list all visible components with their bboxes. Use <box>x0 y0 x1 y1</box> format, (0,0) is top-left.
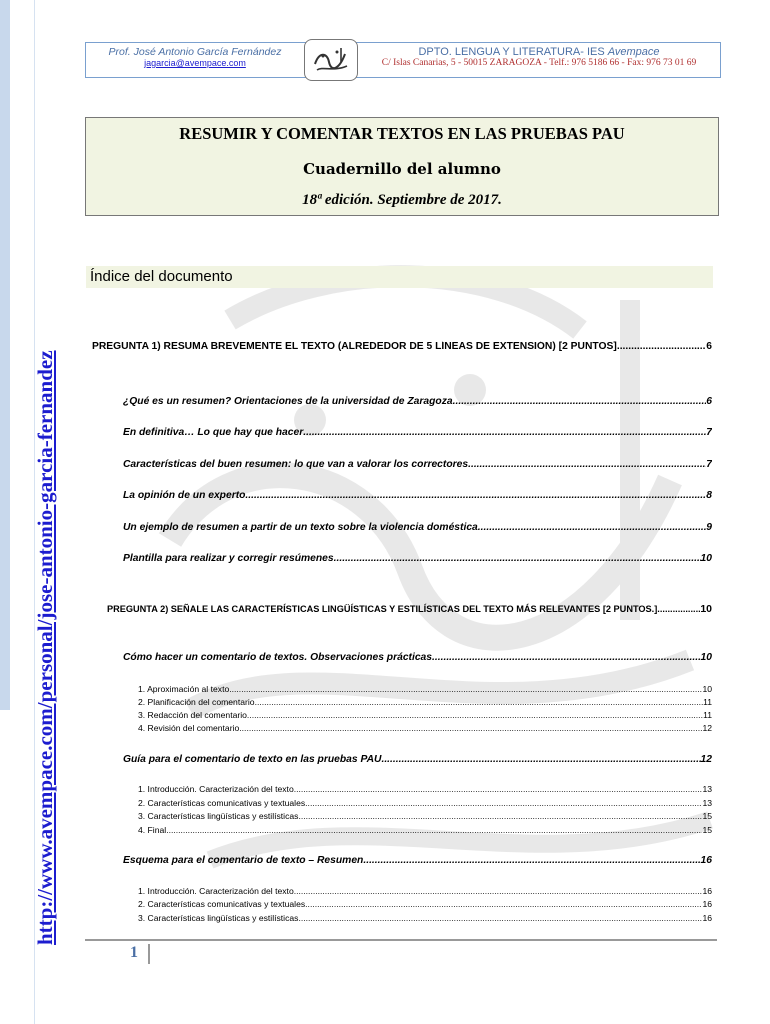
toc-entry[interactable]: 3. Características lingüísticas y estilísticas ..... 15 <box>138 811 712 821</box>
toc-entry[interactable]: Características del buen resumen: lo que van a valorar los correctores ..... 7 <box>123 459 712 470</box>
department-name: DPTO. LENGUA Y LITERATURA- IES Avempace <box>418 46 660 58</box>
page-header <box>85 42 721 78</box>
toc-entry[interactable]: 2. Características comunicativas y textuales ..... 13 <box>138 798 712 808</box>
school-address: C/ Islas Canarias, 5 - 50015 ZARAGOZA - Telf.: 976 5186 66 - Fax: 976 73 01 69 <box>381 58 697 68</box>
toc-entry[interactable]: 3. Redacción del comentario ..... 11 <box>138 710 712 720</box>
toc-entry[interactable]: Cómo hacer un comentario de textos. Observaciones prácticas. ..... 10 <box>123 652 712 663</box>
author-block <box>86 43 304 77</box>
toc-entry[interactable]: Plantilla para realizar y corregir resúmenes ..... 10 <box>123 553 712 564</box>
toc-entry[interactable]: 2. Características comunicativas y textuales ..... 16 <box>138 899 712 909</box>
toc-entry[interactable]: PREGUNTA 2) SEÑALE LAS CARACTERÍSTICAS LINGÜÍSTICAS Y ESTILÍSTICAS DEL TEXTO MÁS RELEVANTES [2 PUNTOS.] ..... 10 <box>107 603 712 615</box>
page-number: 1 <box>130 944 138 961</box>
left-color-bar <box>0 0 10 710</box>
author-email-link[interactable]: jagarcia@avempace.com <box>144 58 246 68</box>
footer-separator <box>148 944 150 964</box>
toc-entry[interactable]: 4. Revisión del comentario ..... 12 <box>138 723 712 733</box>
toc-entry[interactable]: Esquema para el comentario de texto – Resumen ..... 16 <box>123 855 712 866</box>
toc-entry[interactable]: En definitiva… Lo que hay que hacer ..... 7 <box>123 427 712 438</box>
footer-rule <box>85 939 717 941</box>
school-block <box>358 43 720 77</box>
index-heading: Índice del documento <box>86 266 713 288</box>
calligraphy-logo-icon <box>304 39 358 81</box>
document-subtitle: Cuadernillo del alumno <box>303 160 501 178</box>
author-name: Prof. José Antonio García Fernández <box>108 46 282 58</box>
toc-entry[interactable]: 2. Planificación del comentario ..... 11 <box>138 697 712 707</box>
toc-entry[interactable]: 4. Final ..... 15 <box>138 825 712 835</box>
document-title: RESUMIR Y COMENTAR TEXTOS EN LAS PRUEBAS PAU <box>179 124 625 143</box>
toc-entry[interactable]: La opinión de un experto ..... 8 <box>123 490 712 501</box>
toc-entry[interactable]: ¿Qué es un resumen? Orientaciones de la universidad de Zaragoza ..... 6 <box>123 396 712 407</box>
toc-entry[interactable]: PREGUNTA 1) RESUMA BREVEMENTE EL TEXTO (ALREDEDOR DE 5 LÍNEAS DE EXTENSIÓN) [2 PUNTOS] ..... 6 <box>92 341 712 352</box>
title-box <box>85 117 719 216</box>
toc-entry[interactable]: 3. Características lingüísticas y estilísticas ..... 16 <box>138 913 712 923</box>
website-link[interactable]: http://www.avempace.com/personal/jose-antonio-garcia-fernandez <box>33 350 57 945</box>
toc-entry[interactable]: 1. Aproximación al texto ..... 10 <box>138 684 712 694</box>
toc-entry[interactable]: Un ejemplo de resumen a partir de un texto sobre la violencia doméstica ..... 9 <box>123 522 712 533</box>
toc-entry[interactable]: Guía para el comentario de texto en las pruebas PAU ..... 12 <box>123 754 712 765</box>
toc-entry[interactable]: 1. Introducción. Caracterización del texto ..... 16 <box>138 886 712 896</box>
edition-line: 18ª edición. Septiembre de 2017. <box>302 192 502 208</box>
toc-entry[interactable]: 1. Introducción. Caracterización del texto ..... 13 <box>138 784 712 794</box>
